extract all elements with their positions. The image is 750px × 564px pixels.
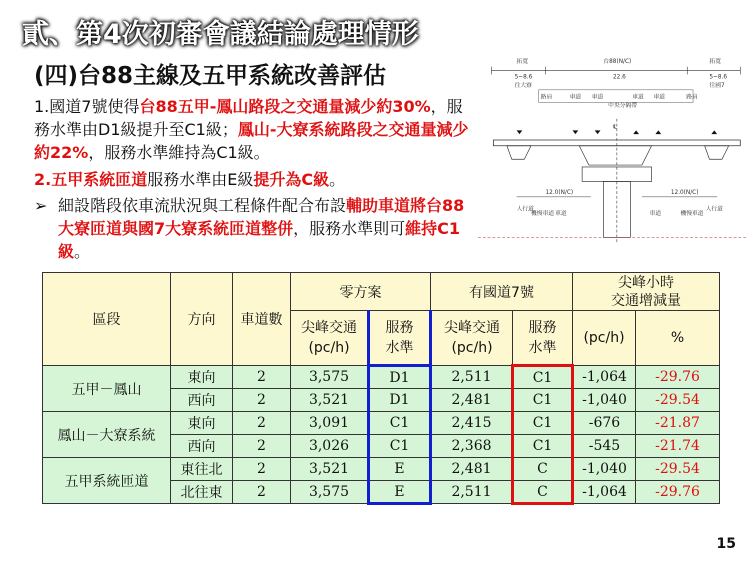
change-pch-cell: -545 (573, 435, 636, 458)
header-lanes: 車道數 (233, 273, 291, 366)
zero-los-cell: C1 (369, 412, 431, 435)
label: 機慢車道 (531, 211, 555, 218)
table-row (43, 412, 720, 435)
text: ，服務水準維持為C1級。 (88, 143, 270, 162)
highlight: 台88五甲-鳳山路段之交通量減少約30% (139, 97, 431, 116)
label: 車道 (653, 94, 666, 101)
section-cell: 鳳山－大寮系統 (43, 412, 171, 458)
zero-volume-cell: 3,575 (291, 481, 369, 504)
header-change: 尖峰小時 交通增減量 (573, 273, 720, 311)
direction-cell: 東向 (171, 366, 233, 389)
change-pct-cell: -29.54 (636, 389, 720, 412)
zero-los-cell: E (369, 481, 431, 504)
label: 12.0(N/C) (545, 189, 574, 196)
change-pct-cell: -29.54 (636, 458, 720, 481)
zero-los-cell: D1 (369, 389, 431, 412)
n7-los-cell: C (513, 481, 573, 504)
text: 。 (74, 242, 91, 261)
point-1 (34, 95, 476, 164)
n7-los-cell: C1 (513, 366, 573, 389)
highlight: 鳳山-大寮系統路段之交通量減少約22% (34, 120, 469, 162)
section-cell: 五甲系統匝道 (43, 458, 171, 504)
n7-volume-cell: 2,368 (431, 435, 513, 458)
arrow-bullet-icon: ➢ (34, 196, 48, 215)
label: 5~8.6 (514, 74, 533, 81)
header-los: 服務 水準 (369, 311, 431, 366)
header-direction: 方向 (171, 273, 233, 366)
zero-volume-cell: 3,575 (291, 366, 369, 389)
lanes-cell: 2 (233, 481, 291, 504)
n7-los-cell: C1 (513, 389, 573, 412)
lanes-cell: 2 (233, 458, 291, 481)
direction-cell: 北往東 (171, 481, 233, 504)
change-pct-cell: -21.87 (636, 412, 720, 435)
section-cell: 五甲－鳳山 (43, 366, 171, 412)
header-with-n7: 有國道7號 (431, 273, 573, 311)
cross-section-diagram (478, 50, 748, 255)
label: 22.6 (613, 74, 626, 81)
label: 12.0(N/C) (670, 189, 699, 196)
zero-los-cell: D1 (369, 366, 431, 389)
label: 車道 (569, 94, 582, 101)
label: 往國7 (709, 82, 725, 89)
traffic-evaluation-table (42, 272, 720, 505)
n7-volume-cell: 2,481 (431, 458, 513, 481)
lanes-cell: 2 (233, 435, 291, 458)
direction-cell: 西向 (171, 389, 233, 412)
header-zero-plan: 零方案 (291, 273, 431, 311)
table-row (43, 366, 720, 389)
zero-volume-cell: 3,521 (291, 458, 369, 481)
n7-los-cell: C1 (513, 412, 573, 435)
label: 拓寬 (516, 58, 529, 65)
change-pch-cell: -1,064 (573, 366, 636, 389)
zero-los-cell: E (369, 458, 431, 481)
text: ，服務水準則可 (293, 219, 406, 238)
n7-volume-cell: 2,415 (431, 412, 513, 435)
label: 路肩 (686, 94, 698, 101)
direction-cell: 西向 (171, 435, 233, 458)
label: 往大寮 (514, 82, 532, 89)
lanes-cell: 2 (233, 366, 291, 389)
zero-los-cell: C1 (369, 435, 431, 458)
text: 。 (329, 170, 346, 189)
label: 車道 (649, 211, 662, 218)
lanes-cell: 2 (233, 412, 291, 435)
text: 服務水準由E級 (147, 170, 254, 189)
direction-cell: 東往北 (171, 458, 233, 481)
highlight: 維持C1級 (58, 219, 461, 261)
n7-volume-cell: 2,511 (431, 366, 513, 389)
label: 5~8.6 (709, 74, 728, 81)
text: 1.國道7號使得 (34, 97, 140, 116)
label: 拓寬 (709, 58, 721, 65)
highlight: 2.五甲系統匝道 (34, 170, 148, 189)
page-number: 15 (716, 536, 736, 552)
n7-volume-cell: 2,481 (431, 389, 513, 412)
label: 車道 (555, 211, 567, 218)
header-pch: (pc/h) (573, 311, 636, 366)
section-subtitle: (四)台88主線及五甲系統改善評估 (34, 63, 387, 89)
label: ℄ (613, 124, 617, 131)
zero-volume-cell: 3,026 (291, 435, 369, 458)
change-pct-cell: -21.74 (636, 435, 720, 458)
n7-volume-cell: 2,511 (431, 481, 513, 504)
change-pch-cell: -676 (573, 412, 636, 435)
highlight: 輔助車道將台88大寮匝道與國7大寮系統匝道整併 (58, 196, 465, 238)
change-pct-cell: -29.76 (636, 366, 720, 389)
label: 中央分隔帶 (608, 103, 638, 110)
direction-cell: 東向 (171, 412, 233, 435)
label: 台88(N/C) (603, 58, 632, 65)
change-pch-cell: -1,040 (573, 458, 636, 481)
n7-los-cell: C1 (513, 435, 573, 458)
change-pch-cell: -1,040 (573, 389, 636, 412)
label: 路肩 (540, 94, 553, 101)
lanes-cell: 2 (233, 389, 291, 412)
highlight: 提升為C級 (253, 170, 330, 189)
header-pct: % (636, 311, 720, 366)
label: 車道 (591, 94, 604, 101)
table-row (43, 458, 720, 481)
point-2 (34, 168, 345, 191)
header-volume: 尖峰交通 (pc/h) (291, 311, 369, 366)
bullet-point (34, 194, 474, 263)
header-section: 區段 (43, 273, 171, 366)
change-pct-cell: -29.76 (636, 481, 720, 504)
label: 機慢車道 (680, 211, 704, 218)
text: 細設階段依車流狀況與工程條件配合布設 (58, 196, 347, 215)
change-pch-cell: -1,064 (573, 481, 636, 504)
zero-volume-cell: 3,091 (291, 412, 369, 435)
slide-title: 貳、第4次初審會議結論處理情形 (22, 19, 419, 50)
label: 車道 (632, 94, 644, 101)
header-los: 服務 水準 (513, 311, 573, 366)
n7-los-cell: C (513, 458, 573, 481)
header-volume: 尖峰交通 (pc/h) (431, 311, 513, 366)
text: ，服務水準由D1級提升至C1級； (34, 97, 463, 139)
zero-volume-cell: 3,521 (291, 389, 369, 412)
label: 人行道 (516, 206, 534, 213)
label: 人行道 (705, 206, 723, 213)
